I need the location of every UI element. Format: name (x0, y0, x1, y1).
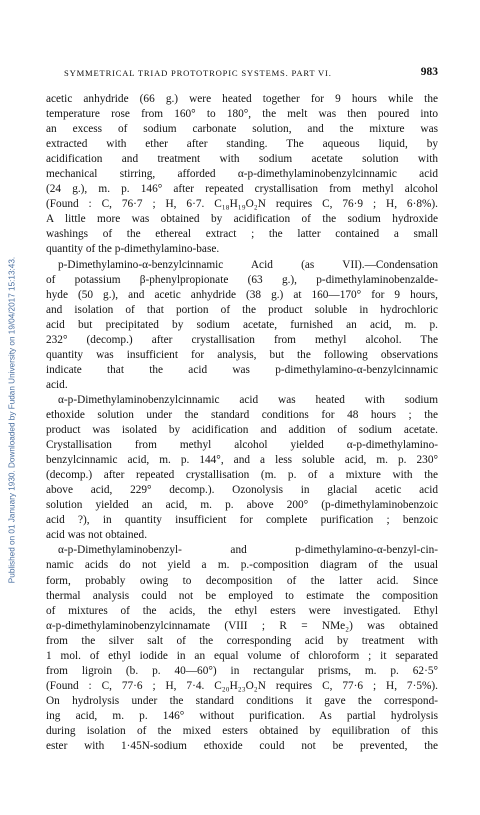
text-line: α-p-dimethylaminobenzylcinnamate (VIII ; R = NMe₂) was obtained (46, 619, 438, 632)
running-header (46, 66, 438, 80)
text-line: from the silver salt of the corresponding acid by treatment with (46, 634, 438, 647)
article-body (46, 92, 438, 754)
text-line: (Found : C, 77·6 ; H, 7·4. C₂₀H₂₃O₂N requires C, 77·6 ; H, 7·5%). (46, 679, 438, 692)
text-line: acid ?), in quantity insufficient for complete purification ; benzoic (46, 514, 438, 527)
text-line: indicate that the acid was p-dimethylamino-α-benzylcinnamic (46, 363, 438, 376)
text-line: thermal analysis could not be employed to estimate the composition (46, 589, 438, 602)
watermark-text: Published on 01 January 1930. Downloaded by Fudan University on 19/04/2017 15:13:43. (7, 256, 17, 584)
text-line: temperature rose from 160° to 180°, the melt was then poured into (46, 108, 438, 121)
text-line: 1 mol. of ethyl iodide in an equal volume of chloroform ; it separated (46, 649, 438, 662)
page-number: 983 (420, 66, 438, 78)
text-line: product was isolated by acidification and addition of sodium acetate. (46, 424, 438, 437)
text-line: acid was not obtained. (46, 529, 148, 542)
text-line: of potassium β-phenylpropionate (63 g.), p-dimethylaminobenzalde- (46, 273, 438, 286)
text-line: above acid, 229° decomp.). Ozonolysis in glacial acetic acid (46, 484, 438, 497)
text-line: washings of the ethereal extract ; the latter contained a small (46, 228, 438, 241)
text-line: an excess of sodium carbonate solution, and the mixture was (46, 123, 438, 136)
text-line: solution yielded an acid, m. p. above 200° (p-dimethylaminobenzoic (46, 499, 438, 512)
text-line: acid but precipitated by sodium acetate, furnished an acid, m. p. (46, 318, 438, 331)
text-line: hyde (50 g.), and acetic anhydride (38 g.) at 160—170° for 9 hours, (46, 288, 438, 301)
text-line: On hydrolysis under the standard conditions it gave the correspond- (46, 694, 438, 707)
text-line: ester with 1·45N-sodium ethoxide could not be prevented, the (46, 740, 438, 753)
text-line: extracted with ether after standing. The aqueous liquid, by (46, 138, 438, 151)
text-line: quantity of the p-dimethylamino-base. (46, 243, 220, 256)
text-line: Crystallisation from methyl alcohol yielded α-p-dimethylamino- (46, 439, 438, 452)
section-heading-line: p-Dimethylamino-α-benzylcinnamic Acid (as VII).—Condensation (58, 258, 438, 271)
text-line: acid. (46, 378, 68, 391)
text-line: (Found : C, 76·7 ; H, 6·7. C₁₈H₁₉O₂N requires C, 76·9 ; H, 6·8%). (46, 198, 438, 211)
text-line: A little more was obtained by acidification of the sodium hydroxide (46, 213, 438, 226)
text-line: ing acid, m. p. 146° without purification. As partial hydrolysis (46, 709, 438, 722)
text-line: 232° (decomp.) after crystallisation from methyl alcohol. The (46, 333, 438, 346)
text-line: (decomp.) after repeated crystallisation (m. p. of a mixture with the (46, 469, 438, 482)
text-line: ethoxide solution under the standard conditions for 48 hours ; the (46, 408, 438, 421)
text-line: (24 g.), m. p. 146° after repeated crystallisation from methyl alcohol (46, 183, 438, 196)
download-watermark (6, 130, 18, 710)
text-line: quantity was insufficient for analysis, but the following observations (46, 348, 438, 361)
text-line: form, probably owing to decomposition of the latter acid. Since (46, 574, 438, 587)
text-line: from ligroin (b. p. 40—60°) in rectangular prisms, m. p. 62·5° (46, 664, 438, 677)
text-line: of mixtures of the acids, the ethyl esters were investigated. Ethyl (46, 604, 438, 617)
paragraph-start-line: α-p-Dimethylaminobenzyl- and p-dimethylamino-α-benzyl-cin- (58, 544, 438, 557)
running-title: SYMMETRICAL TRIAD PROTOTROPIC SYSTEMS. PART VI. (64, 68, 332, 78)
text-line: namic acids do not yield a m. p.-composition diagram of the usual (46, 559, 438, 572)
text-line: mechanical stirring, afforded α-p-dimethylaminobenzylcinnamic acid (46, 168, 438, 181)
paragraph-start-line: α-p-Dimethylaminobenzylcinnamic acid was heated with sodium (58, 393, 438, 406)
text-line: benzylcinnamic acid, m. p. 144°, and a less soluble acid, m. p. 230° (46, 454, 438, 467)
text-line: acetic anhydride (66 g.) were heated together for 9 hours while the (46, 93, 438, 105)
text-line: and isolation of that portion of the product soluble in hydrochloric (46, 303, 438, 316)
text-line: during isolation of the mixed esters obtained by equilibration of this (46, 724, 438, 737)
text-line: acidification and treatment with sodium acetate solution with (46, 153, 438, 166)
